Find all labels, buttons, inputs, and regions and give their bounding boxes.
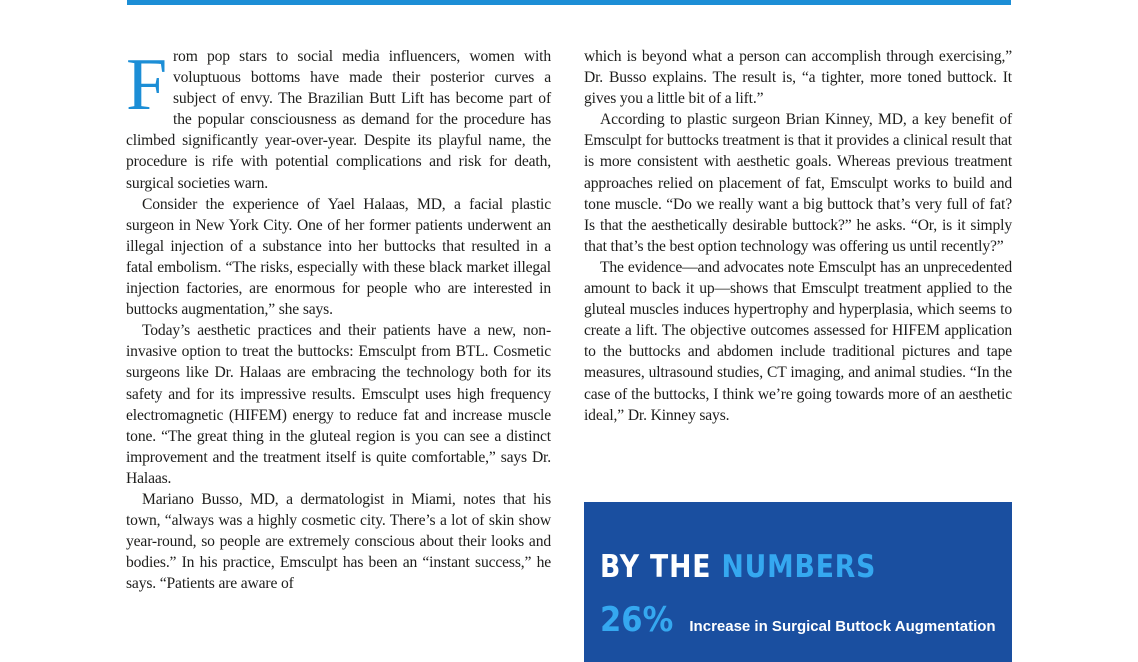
stat-value: 26% (600, 600, 674, 640)
article-column-right (584, 46, 1012, 426)
box-title-part2: NUMBERS (721, 549, 877, 585)
paragraph: Consider the experience of Yael Halaas, MD, a facial plastic surgeon in New York City. One of her former patients underwent an illegal injection of a substance into her buttocks that resulted in a fatal embolism. “The risks, especially with these black market illegal injection factories, are enormous for people who are interested in buttocks augmentation,” she says. (126, 195, 551, 319)
paragraph-text: rom pop stars to social media influencers, women with voluptuous bottoms have made their posterior curves a subject of envy. The Brazilian Butt Lift has become part of the popular consciousness as demand for the procedure has climbed significantly year-over-year. Despite its playful name, the procedure is rife with potential complications and risk for death, surgical societies warn. (126, 48, 551, 192)
box-title-part1: BY THE (600, 549, 712, 585)
paragraph: Today’s aesthetic practices and their patients have a new, non-invasive option to treat the buttocks: Emsculpt from BTL. Cosmetic surgeons like Dr. Halaas are embracing the technology both for its safety and for its impressive results. Emsculpt uses high frequency electromagnetic (HIFEM) energy to reduce fat and increase muscle tone. “The great thing in the gluteal region is you can see a distinct improvement and the treatment itself is quite comfortable,” says Dr. Halaas. (126, 322, 551, 487)
stat-item (600, 600, 996, 640)
paragraph: The evidence—and advocates note Emsculpt has an unprecedented amount to back it up—shows that Emsculpt treatment applied to the gluteal muscles induces hypertrophy and hyperplasia, which seems to create a lift. The objective outcomes assessed for HIFEM application to the buttocks and abdomen include traditional pictures and tape measures, ultrasound studies, CT imaging, and animal studies. “In the case of the buttocks, I think we’re going towards more of an aesthetic ideal,” Dr. Kinney says. (584, 258, 1012, 424)
paragraph (126, 46, 551, 194)
paragraph: which is beyond what a person can accomplish through exercising,” Dr. Busso explains. The result is, “a tighter, more toned buttock. It gives you a little bit of a lift.” (584, 48, 1012, 108)
article-column-left (126, 46, 551, 594)
header-accent-rule (127, 0, 1011, 5)
box-title (600, 549, 876, 585)
drop-cap: F (126, 44, 168, 126)
paragraph: Mariano Busso, MD, a dermatologist in Miami, notes that his town, “always was a highly cosmetic city. There’s a lot of skin show year-round, so people are extremely conscious about their looks and bodies.” In his practice, Emsculpt has been an “instant success,” he says. “Patients are aware of (126, 490, 551, 593)
stat-label: Increase in Surgical Buttock Augmentation (689, 618, 996, 635)
by-the-numbers-box (584, 502, 1012, 662)
paragraph: According to plastic surgeon Brian Kinney, MD, a key benefit of Emsculpt for buttocks treatment is that it provides a clinical result that is more consistent with aesthetic goals. Whereas previous treatment approaches relied on placement of fat, Emsculpt works to build and tone muscle. “Do we really want a big buttock that’s very full of fat? Is that the aesthetically desirable buttock?” he asks. “Or, is it simply that that’s the best option technology was offering us until recently?” (584, 111, 1012, 255)
